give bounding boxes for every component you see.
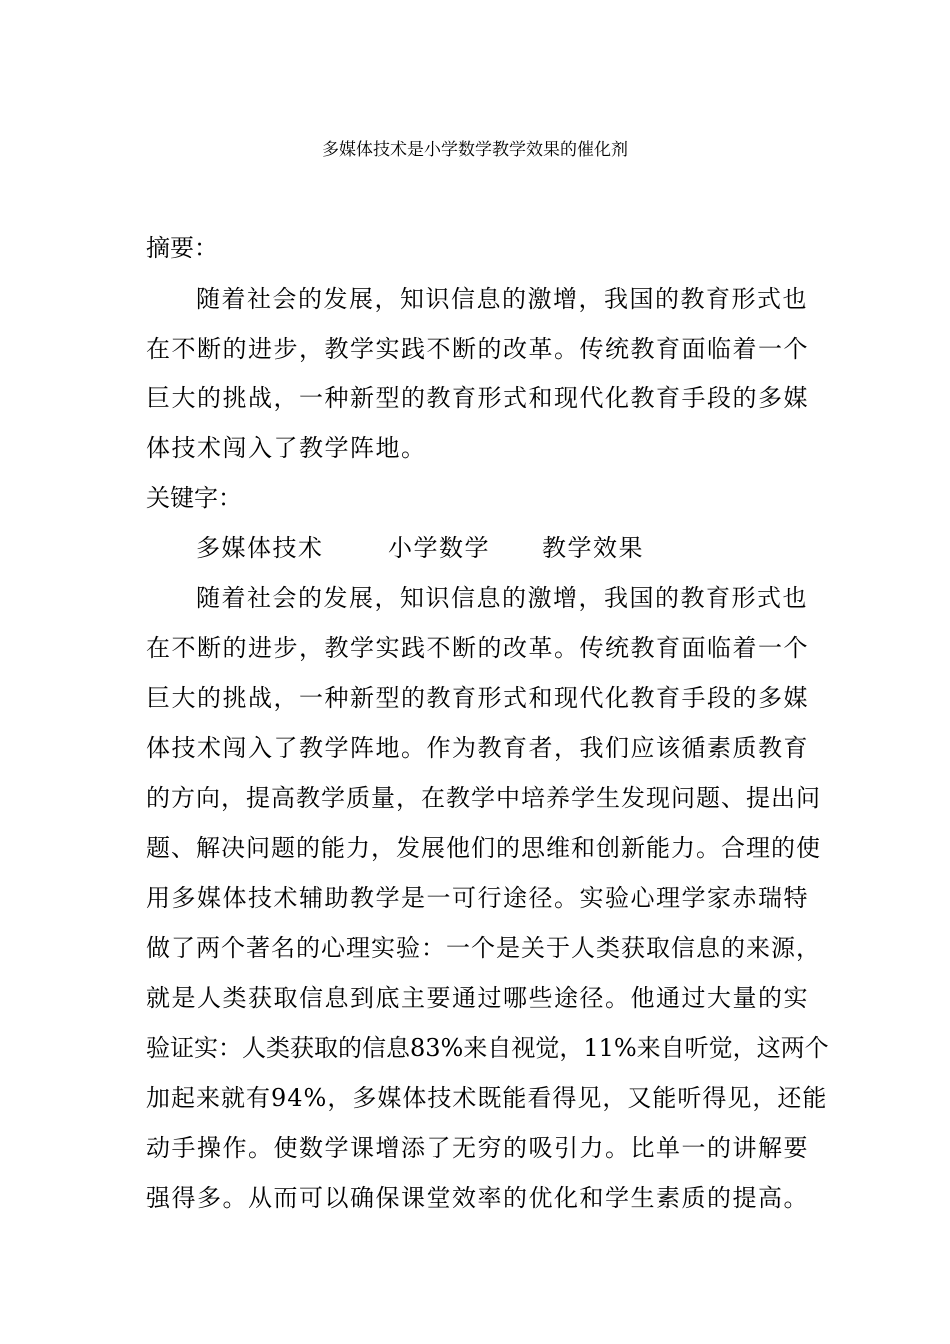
keyword-item: 教学效果: [542, 534, 644, 562]
body-line: 在不断的进步，教学实践不断的改革。传统教育面临着一个: [146, 634, 809, 662]
body-line: 验证实：人类获取的信息83%来自视觉，11%来自听觉，这两个: [146, 1034, 829, 1062]
body-line: 强得多。从而可以确保课堂效率的优化和学生素质的提高。: [146, 1184, 809, 1212]
body-line: 体技术闯入了教学阵地。作为教育者，我们应该循素质教育: [146, 734, 809, 762]
body-line: 做了两个著名的心理实验：一个是关于人类获取信息的来源，: [146, 934, 821, 962]
body-line: 巨大的挑战，一种新型的教育形式和现代化教育手段的多媒: [146, 684, 809, 712]
keyword-item: 小学数学: [388, 534, 490, 562]
abstract-line: 体技术闯入了教学阵地。: [146, 434, 427, 462]
abstract-line: 巨大的挑战，一种新型的教育形式和现代化教育手段的多媒: [146, 384, 809, 412]
document-title: 多媒体技术是小学数学教学效果的催化剂: [322, 140, 628, 160]
keyword-item: 多媒体技术: [196, 534, 324, 562]
body-line: 动手操作。使数学课增添了无穷的吸引力。比单一的讲解要: [146, 1134, 809, 1162]
abstract-heading: 摘要：: [146, 234, 218, 262]
abstract-line: 在不断的进步，教学实践不断的改革。传统教育面临着一个: [146, 335, 809, 363]
body-line: 加起来就有94%，多媒体技术既能看得见，又能听得见，还能: [146, 1084, 828, 1112]
body-line: 随着社会的发展，知识信息的激增，我国的教育形式也: [196, 584, 808, 612]
body-line: 用多媒体技术辅助教学是一可行途径。实验心理学家赤瑞特: [146, 884, 809, 912]
body-line: 的方向，提高教学质量，在教学中培养学生发现问题、提出问: [146, 784, 821, 812]
body-line: 就是人类获取信息到底主要通过哪些途径。他通过大量的实: [146, 984, 809, 1012]
keywords-heading: 关键字：: [146, 484, 242, 512]
body-line: 题、解决问题的能力，发展他们的思维和创新能力。合理的使: [146, 834, 821, 862]
abstract-line: 随着社会的发展，知识信息的激增，我国的教育形式也: [196, 285, 808, 313]
